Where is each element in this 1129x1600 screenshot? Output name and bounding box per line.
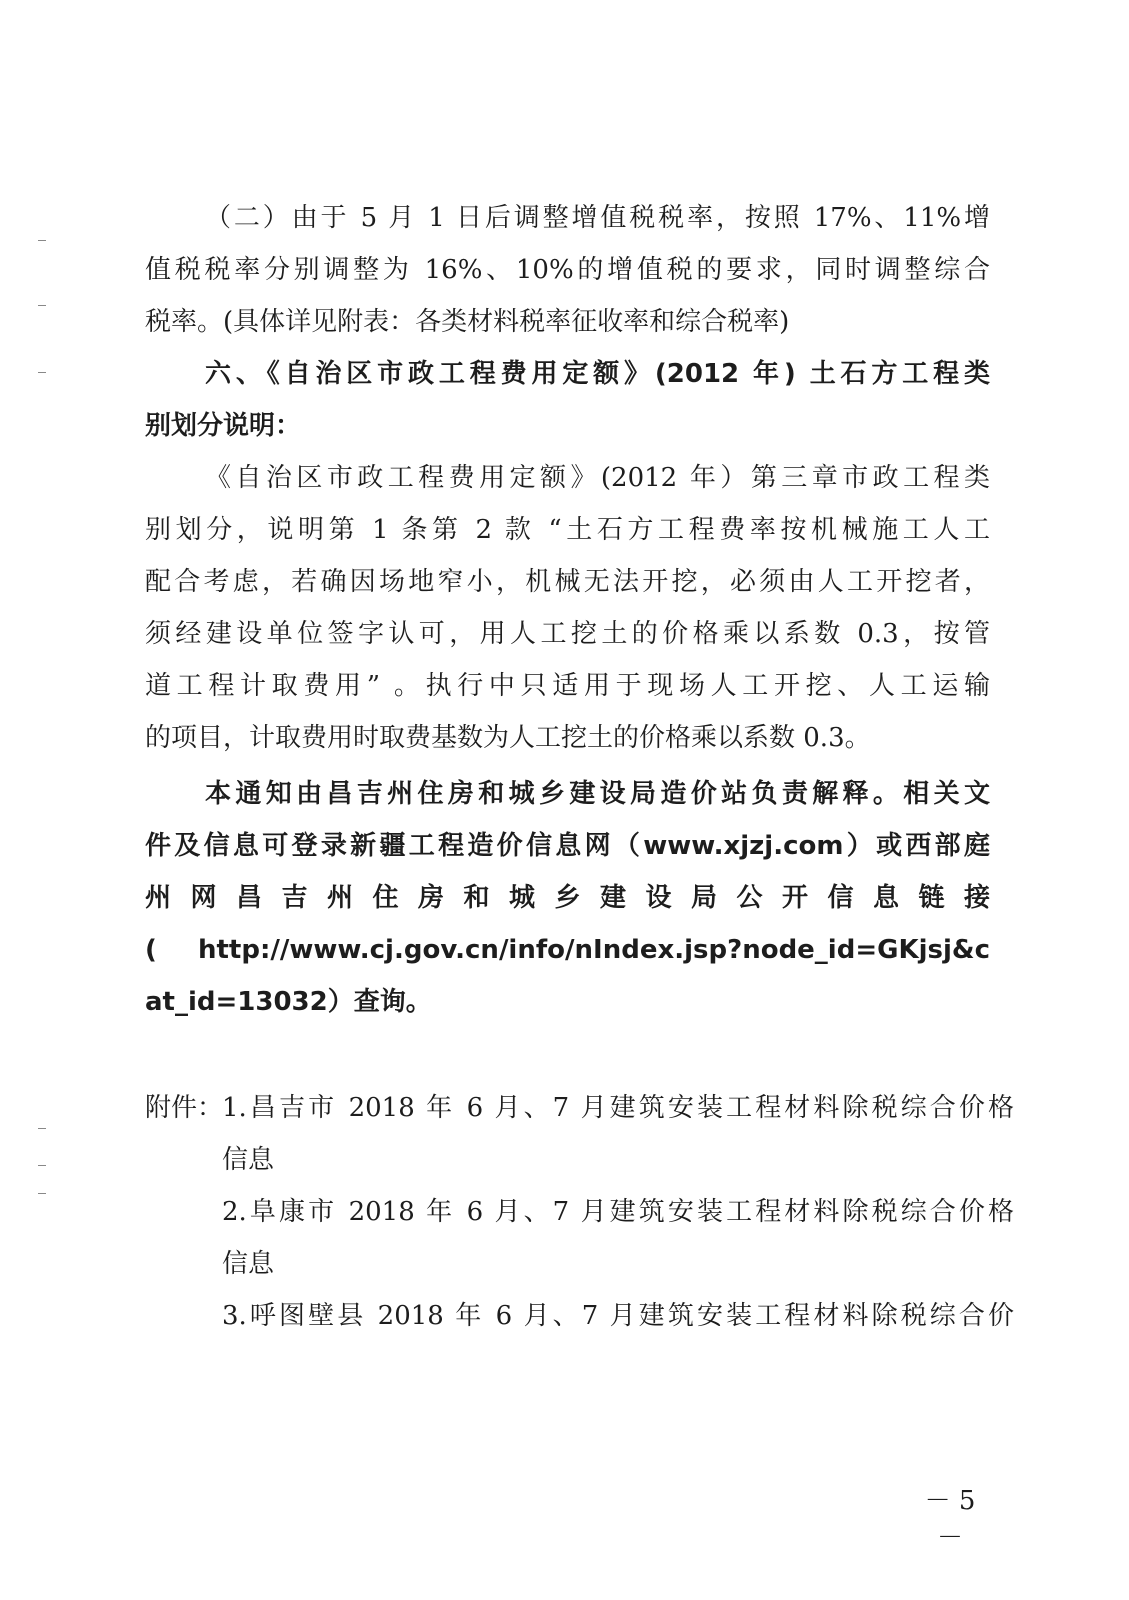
scan-mark <box>38 372 46 373</box>
scan-mark <box>38 1165 46 1166</box>
text-line: 别划分，说明第 1 条第 2 款 “土石方工程费率按机械施工人工 <box>145 515 990 545</box>
notice-line: at_id=13032）查询。 <box>145 987 432 1017</box>
attachment-item-continuation: 信息 <box>222 1249 275 1279</box>
page-number: － 5 － <box>924 1486 976 1553</box>
text-line: 道工程计取费用” 。执行中只适用于现场人工开挖、人工运输 <box>145 671 990 701</box>
heading-line: 别划分说明： <box>145 411 302 441</box>
text-line: 《自治区市政工程费用定额》(2012 年）第三章市政工程类 <box>205 463 990 493</box>
attachment-item: 2.阜康市 2018 年 6 月、7 月建筑安装工程材料除税综合价格 <box>222 1197 1014 1227</box>
text-line: 的项目，计取费用时取费基数为人工挖土的价格乘以系数 0.3。 <box>145 723 871 753</box>
text-line: 值税税率分别调整为 16%、10%的增值税的要求，同时调整综合 <box>145 255 990 285</box>
notice-url-line: ( http://www.cj.gov.cn/info/nIndex.jsp?node_id=GKjsj&c <box>145 935 990 965</box>
text-line: 税率。(具体详见附表：各类材料税率征收率和综合税率) <box>145 307 790 337</box>
attachment-item: 1.昌吉市 2018 年 6 月、7 月建筑安装工程材料除税综合价格 <box>222 1093 1014 1123</box>
notice-line: 件及信息可登录新疆工程造价信息网（www.xjzj.com）或西部庭 <box>145 831 990 861</box>
text-line: （二）由于 5 月 1 日后调整增值税税率，按照 17%、11%增 <box>205 203 990 233</box>
scan-mark <box>38 1193 46 1194</box>
attachment-item: 3.呼图壁县 2018 年 6 月、7 月建筑安装工程材料除税综合价 <box>222 1301 1014 1331</box>
attachment-item-continuation: 信息 <box>222 1145 275 1175</box>
notice-line: 本通知由昌吉州住房和城乡建设局造价站负责解释。相关文 <box>205 779 990 809</box>
scan-mark <box>38 1128 46 1129</box>
text-line: 配合考虑，若确因场地窄小，机械无法开挖，必须由人工开挖者， <box>145 567 990 597</box>
attachments-label: 附件： <box>145 1093 224 1123</box>
text-line: 须经建设单位签字认可，用人工挖土的价格乘以系数 0.3，按管 <box>145 619 990 649</box>
heading-line: 六、《自治区市政工程费用定额》(2012 年) 土石方工程类 <box>205 359 990 389</box>
scan-mark <box>38 240 46 241</box>
notice-line: 州 网 昌 吉 州 住 房 和 城 乡 建 设 局 公 开 信 息 链 接 <box>145 883 990 913</box>
scan-mark <box>38 305 46 306</box>
